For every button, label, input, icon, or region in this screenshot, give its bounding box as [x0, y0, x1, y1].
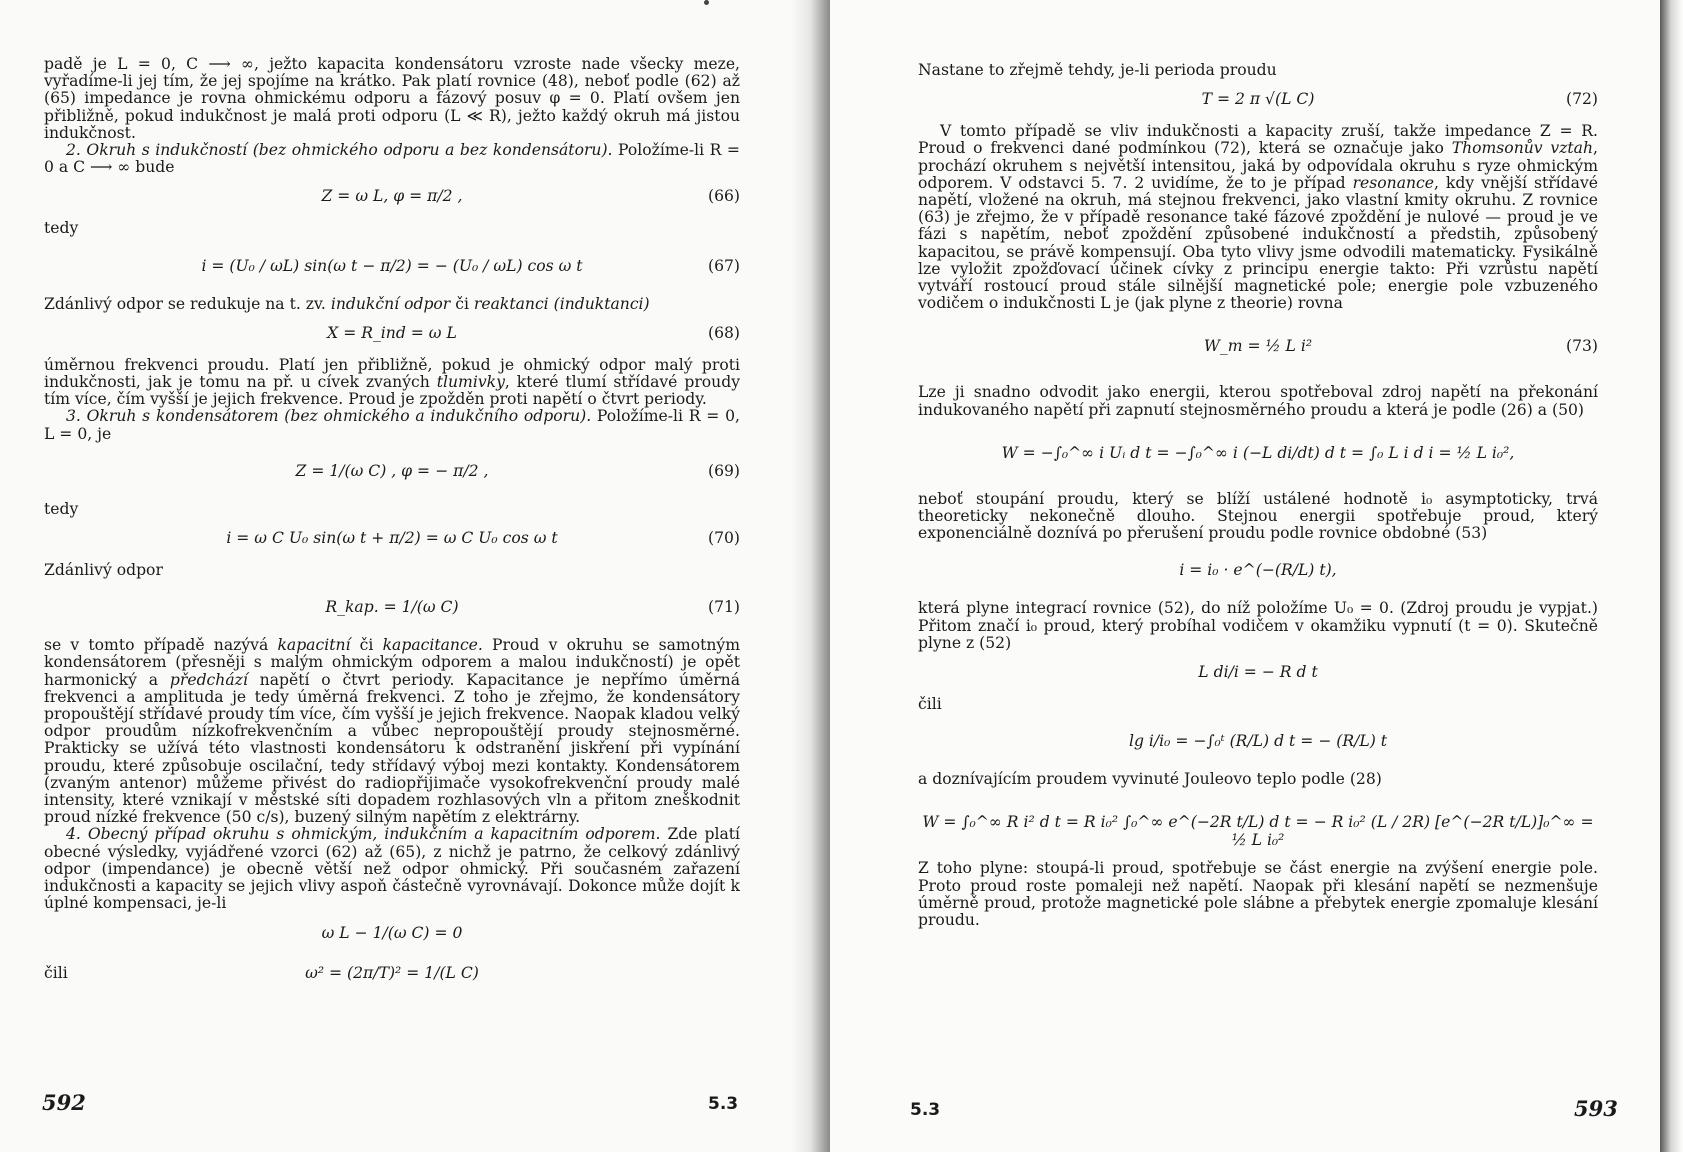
equation-number: (70) — [707, 529, 740, 548]
text: , kdy vnější střídavé napětí, vložené na okruh, má stejnou frekvenci, jako vlastní kmity okruhu. Z rovnice (63) je zřejmo, že v případě resonance také fázové zpoždění je nulové — proud je ve fázi s napětím, neboť zpoždění způsobené indukčností a předstih, způsobený kapacitou, se právě kompensují. Oba tyto vlivy jsme odvodili matematicky. Fysikálně lze vyložit zpožďovací účinek cívky z principu energie takto: Při vzrůstu napětí vytváří rostoucí proud stále silnější magnetické pole; energie pole vzbuzeného vodičem o indukčnosti L je (jak plyne z theorie) rovna — [918, 173, 1598, 313]
equation-72 — [918, 83, 1598, 119]
equation-66 — [44, 180, 740, 216]
paragraph — [44, 296, 740, 313]
paragraph: Lze ji snadno odvodit jako energii, kterou spotřeboval zdroj napětí na překonání indukovaného napětí při zapnutí stejnosměrného proudu a která je podle (26) a (50) — [918, 383, 1598, 419]
paragraph — [44, 637, 740, 826]
right-text-column — [918, 62, 1598, 929]
scan-speck — [704, 0, 709, 5]
formula: ω² = (2π/T)² = 1/(L C) — [305, 963, 479, 982]
equation-decay — [918, 546, 1598, 596]
paragraph: a doznívajícím proudem vyvinuté Jouleovo teplo podle (28) — [918, 770, 1382, 789]
text: se v tomto případě nazývá — [44, 636, 278, 655]
text: , prochází okruhem s největší intensitou, jaká by odpovídala okruhu s ryze ohmickým odporem. V odstavci 5. 7. 2 uvidíme, že to je případ — [918, 139, 1598, 192]
case-heading: 4. Obecný případ okruhu s ohmickým, indukčním a kapacitním odporem. — [66, 825, 661, 844]
equation-energy — [918, 423, 1598, 487]
paragraph: padě je L = 0, C ⟶ ∞, ježto kapacita kondensátoru vzroste nade všecky meze, vyřadíme-li jej tím, že jej spojíme na krátko. Pak platí rovnice (48), neboť podle (62) až (65) impedance je rovna ohmickému odporu a fázový posuv φ = 0. Platí ovšem jen přibližně, pokud indukčnost je malá proti odporu (L ≪ R), ježto každý okruh má jistou indukčnost. — [44, 55, 740, 142]
term: kapacitance. — [382, 636, 483, 655]
book-gutter-shadow — [1660, 0, 1682, 1152]
case-heading: 3. Okruh s kondensátorem (bez ohmického a indukčního odporu). — [66, 407, 592, 426]
section-number: 5.3 — [708, 1094, 739, 1114]
text: či — [450, 294, 474, 313]
formula: i = i₀ · e^(−(R/L) t), — [1179, 561, 1337, 580]
equation-71 — [44, 583, 740, 633]
paragraph: Z toho plyne: stoupá-li proud, spotřebuje se část energie na zvýšení energie pole. Proto proud roste pomaleji než napětí. Naopak při klesání napětí se nezmenšuje úměrně proud, protože magnetické pole slábne a přebytek energie zpomaluje klesání proudu. — [918, 859, 1598, 930]
equation-69 — [44, 447, 740, 497]
paragraph — [44, 142, 740, 176]
text: napětí o čtvrt periody. Kapacitance je nepřímo úměrná frekvenci a amplituda je tedy úměrná frekvenci. Z toho je zřejmo, že kondensátory propouštějí střídavé proudy tím více, čím vyšší je jejich frekvence. Naopak kladou velký odpor proudům nízkofrekvenčním a vůbec nepropouštějí proudy stejnosměrné. Prakticky se užívá této vlastnosti kondensátoru k odstranění jiskření při vypínání proudu, které způsobuje oscilační, tedy střídavý výboj mezi kontakty. Kondensátorem (zvaným antenor) můžeme přivést do radiopřijimače vysokofrekvenční proudy malé intensity, které vznikají v městské síti dopadem rozhlasových vln a přitom zneškodnit proud nízké frekvence (50 c/s), buzený silným napětím z elektrárny. — [44, 670, 740, 827]
equation-number: (71) — [707, 598, 740, 617]
formula: i = (U₀ / ωL) sin(ω t − π/2) = − (U₀ / ωL) cos ω t — [201, 256, 583, 275]
term: předchází — [169, 670, 248, 689]
term: resonance — [1352, 173, 1435, 192]
page-number: 592 — [42, 1090, 86, 1115]
formula: W_m = ½ L i² — [1203, 337, 1313, 356]
equation-joule — [918, 792, 1598, 856]
left-page — [0, 0, 830, 1152]
equation-omega — [44, 957, 740, 993]
word-tedy: tedy — [44, 499, 79, 518]
formula: lg i/i₀ = −∫₀ᵗ (R/L) d t = − (R/L) t — [1128, 732, 1388, 751]
label-zdanlivy-odpor: Zdánlivý odpor — [44, 561, 163, 580]
text: , které tlumí střídavé proudy tím více, čím vyšší je jejich frekvence. Proud je zpožděn proti napětí o čtvrt periody. — [44, 373, 741, 409]
formula: ω L − 1/(ω C) = 0 — [321, 923, 463, 942]
formula: i = ω C U₀ sin(ω t + π/2) = ω C U₀ cos ω t — [226, 529, 558, 548]
paragraph: která plyne integrací rovnice (52), do níž položíme U₀ = 0. (Zdroj proudu je vypjat.) Přitom značí i₀ proud, který probíhal vodičem v okamžiku vypnutí (t = 0). Skutečně plyne z (52) — [918, 599, 1598, 652]
text: úměrnou frekvenci proudu. Platí jen přibližně, pokud je ohmický odpor malý proti indukčnosti, jak je tomu na př. u cívek zvaných — [44, 355, 740, 392]
text: Položíme-li R = 0 a C ⟶ ∞ bude — [44, 141, 741, 177]
text: či — [350, 636, 383, 655]
formula: W = ∫₀^∞ R i² d t = R i₀² ∫₀^∞ e^(−2R t/L) d t = − R i₀² (L / 2R) [e^(−2R t/L)]₀^∞ = ½ L i₀² — [922, 813, 1594, 849]
case-heading: 2. Okruh s indukčností (bez ohmického odporu a bez kondensátoru). — [66, 141, 613, 160]
text: Zdánlivý odpor se redukuje na t. zv. — [44, 294, 331, 313]
paragraph: neboť stoupání proudu, který se blíží ustálené hodnotě i₀ asymptoticky, trvá theoreticky nekonečně dlouho. Stejnou energii spotřebuje proud, který exponenciálně doznívá po přerušení proudu podle rovnice obdobné (53) — [918, 489, 1598, 543]
page-number: 593 — [1574, 1096, 1618, 1121]
equation-compensation — [44, 917, 740, 953]
formula: T = 2 π √(L C) — [1201, 90, 1315, 109]
word-tedy: tedy — [44, 219, 79, 238]
term: kapacitní — [277, 636, 351, 655]
equation-67 — [44, 242, 740, 292]
paragraph — [44, 826, 740, 912]
text: V tomto případě se vliv indukčnosti a kapacity zruší, takže impedance Z = R. Proud o frekvenci dané podmínkou (72), která se označuje jako — [918, 122, 1598, 158]
term: tlumivky — [436, 373, 505, 392]
formula: R_kap. = 1/(ω C) — [325, 598, 459, 617]
formula: W = −∫₀^∞ i Uᵢ d t = −∫₀^∞ i (−L di/dt) d t = ∫₀ L i d i = ½ L i₀², — [1001, 443, 1515, 462]
formula: Z = ω L, φ = π/2 , — [321, 187, 463, 206]
formula: Z = 1/(ω C) , φ = − π/2 , — [295, 461, 489, 480]
paragraph — [44, 357, 740, 409]
paragraph: Nastane to zřejmě tehdy, je-li perioda proudu — [918, 61, 1277, 79]
text: Položíme-li R = 0, L = 0, je — [44, 407, 740, 443]
equation-L — [918, 656, 1598, 692]
text: Zde platí obecné výsledky, vyjádřené vzorci (62) až (65), z nichž je patrno, že celkový zdánlivý odpor (impendance) je obecně větší než odpor ohmický. Při současném zařazení indukčnosti a kapacity se jejich vlivy aspoň částečně vyrovnávají. Dokonce může dojít k úplné kompensaci, je-li — [44, 825, 741, 913]
equation-68 — [44, 317, 740, 353]
term: indukční odpor — [330, 294, 451, 313]
book-gutter-shadow — [790, 0, 830, 1152]
equation-number: (69) — [707, 461, 740, 480]
paragraph — [918, 123, 1598, 312]
equation-number: (72) — [1565, 90, 1598, 109]
paragraph — [44, 408, 740, 442]
equation-73 — [918, 316, 1598, 380]
left-text-column — [44, 56, 740, 997]
word-cili: čili — [918, 695, 942, 714]
equation-70 — [44, 522, 740, 558]
section-number: 5.3 — [910, 1100, 941, 1120]
equation-number: (73) — [1565, 337, 1598, 356]
word-cili: čili — [44, 963, 68, 982]
term: reaktanci (induktanci) — [473, 294, 650, 313]
equation-number: (66) — [707, 187, 740, 206]
right-page — [830, 0, 1683, 1152]
text: Proud v okruhu se samotným kondensátorem (přesněji s malým ohmickým odporem a malou indukčností) je opět harmonický a — [44, 636, 740, 689]
equation-lg — [918, 717, 1598, 767]
equation-number: (68) — [707, 323, 740, 342]
formula: X = R_ind = ω L — [327, 323, 457, 342]
equation-number: (67) — [707, 256, 740, 275]
formula: L di/i = − R d t — [1198, 663, 1318, 682]
term: Thomsonův vztah — [1451, 139, 1594, 158]
